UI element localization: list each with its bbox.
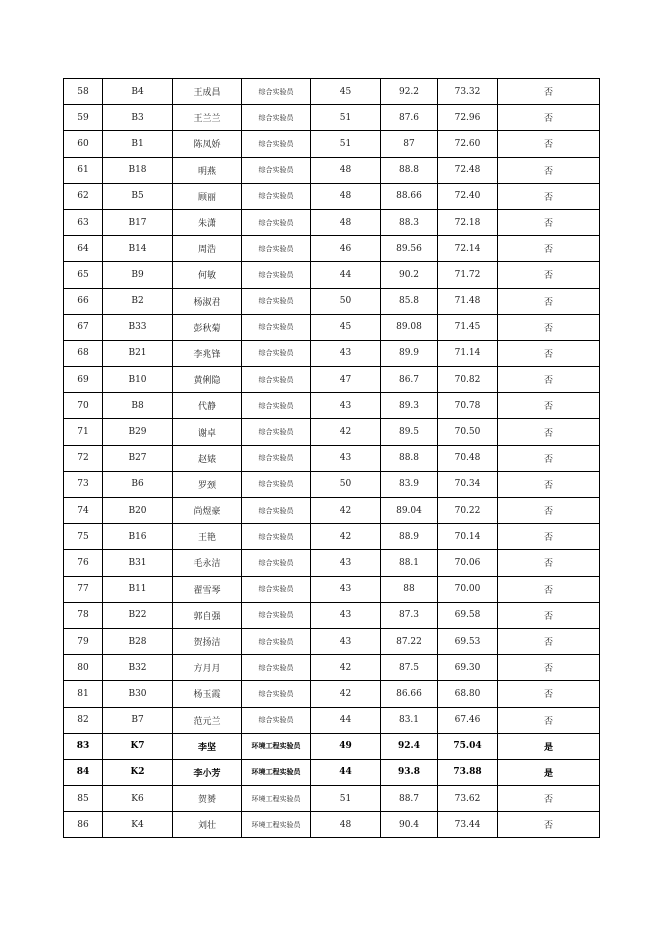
cell-rank: 70 [64, 393, 103, 419]
cell-score-1: 43 [311, 602, 381, 628]
cell-total-score: 70.00 [438, 576, 498, 602]
table-row [64, 524, 600, 550]
table-row [64, 367, 600, 393]
cell-exam-id: B27 [103, 445, 173, 471]
cell-selected: 否 [498, 707, 600, 733]
cell-total-score: 67.46 [438, 707, 498, 733]
cell-name: 黄俐隐 [173, 367, 242, 393]
table-row [64, 314, 600, 340]
cell-total-score: 72.60 [438, 131, 498, 157]
cell-position: 环境工程实验员 [242, 759, 311, 785]
cell-name: 李坚 [173, 733, 242, 759]
cell-total-score: 71.48 [438, 288, 498, 314]
table-row [64, 419, 600, 445]
cell-score-1: 48 [311, 209, 381, 235]
cell-selected: 否 [498, 812, 600, 838]
cell-exam-id: B7 [103, 707, 173, 733]
cell-selected: 否 [498, 786, 600, 812]
cell-score-1: 48 [311, 157, 381, 183]
cell-position: 综合实验员 [242, 79, 311, 105]
cell-score-2: 87.5 [381, 655, 438, 681]
cell-position: 综合实验员 [242, 681, 311, 707]
cell-selected: 否 [498, 157, 600, 183]
cell-position: 环境工程实验员 [242, 786, 311, 812]
cell-selected: 否 [498, 498, 600, 524]
cell-score-2: 89.08 [381, 314, 438, 340]
cell-position: 综合实验员 [242, 655, 311, 681]
cell-exam-id: B20 [103, 498, 173, 524]
cell-score-2: 86.66 [381, 681, 438, 707]
cell-selected: 否 [498, 262, 600, 288]
cell-total-score: 70.06 [438, 550, 498, 576]
cell-score-1: 42 [311, 498, 381, 524]
cell-name: 杨淑君 [173, 288, 242, 314]
cell-name: 范元兰 [173, 707, 242, 733]
cell-rank: 61 [64, 157, 103, 183]
cell-exam-id: B3 [103, 105, 173, 131]
cell-position: 综合实验员 [242, 105, 311, 131]
cell-exam-id: B1 [103, 131, 173, 157]
cell-score-2: 88.9 [381, 524, 438, 550]
cell-score-1: 43 [311, 576, 381, 602]
cell-total-score: 73.32 [438, 79, 498, 105]
cell-name: 贺赟 [173, 786, 242, 812]
cell-name: 罗颈 [173, 471, 242, 497]
cell-name: 刘壮 [173, 812, 242, 838]
cell-score-1: 43 [311, 445, 381, 471]
table-row [64, 393, 600, 419]
cell-score-2: 93.8 [381, 759, 438, 785]
cell-score-1: 49 [311, 733, 381, 759]
cell-rank: 62 [64, 183, 103, 209]
cell-exam-id: B8 [103, 393, 173, 419]
results-table [63, 78, 600, 838]
table-row [64, 79, 600, 105]
cell-total-score: 70.82 [438, 367, 498, 393]
table-row [64, 157, 600, 183]
table-row [64, 105, 600, 131]
cell-score-1: 51 [311, 105, 381, 131]
cell-rank: 58 [64, 79, 103, 105]
cell-exam-id: B16 [103, 524, 173, 550]
cell-name: 明燕 [173, 157, 242, 183]
cell-score-1: 44 [311, 262, 381, 288]
cell-exam-id: B14 [103, 236, 173, 262]
cell-score-2: 92.4 [381, 733, 438, 759]
table-row [64, 262, 600, 288]
cell-position: 综合实验员 [242, 524, 311, 550]
cell-name: 赵婊 [173, 445, 242, 471]
cell-name: 何敏 [173, 262, 242, 288]
cell-exam-id: B33 [103, 314, 173, 340]
cell-exam-id: B18 [103, 157, 173, 183]
cell-score-2: 89.56 [381, 236, 438, 262]
cell-exam-id: B28 [103, 628, 173, 654]
cell-score-1: 46 [311, 236, 381, 262]
cell-selected: 否 [498, 550, 600, 576]
cell-score-2: 86.7 [381, 367, 438, 393]
cell-selected: 否 [498, 655, 600, 681]
cell-name: 谢卓 [173, 419, 242, 445]
cell-score-1: 43 [311, 628, 381, 654]
cell-exam-id: B10 [103, 367, 173, 393]
cell-name: 朱潇 [173, 209, 242, 235]
cell-score-1: 42 [311, 655, 381, 681]
cell-total-score: 73.88 [438, 759, 498, 785]
cell-score-2: 92.2 [381, 79, 438, 105]
cell-selected: 否 [498, 524, 600, 550]
cell-position: 综合实验员 [242, 131, 311, 157]
cell-score-2: 88.66 [381, 183, 438, 209]
cell-position: 综合实验员 [242, 236, 311, 262]
table-row [64, 183, 600, 209]
cell-selected: 否 [498, 340, 600, 366]
cell-position: 综合实验员 [242, 628, 311, 654]
cell-total-score: 72.40 [438, 183, 498, 209]
cell-position: 综合实验员 [242, 498, 311, 524]
cell-score-2: 88.3 [381, 209, 438, 235]
cell-rank: 64 [64, 236, 103, 262]
cell-name: 王成昌 [173, 79, 242, 105]
cell-score-1: 47 [311, 367, 381, 393]
cell-position: 综合实验员 [242, 367, 311, 393]
cell-rank: 79 [64, 628, 103, 654]
cell-exam-id: B29 [103, 419, 173, 445]
cell-exam-id: B31 [103, 550, 173, 576]
cell-exam-id: K4 [103, 812, 173, 838]
cell-exam-id: K7 [103, 733, 173, 759]
cell-name: 代静 [173, 393, 242, 419]
cell-score-1: 50 [311, 471, 381, 497]
cell-name: 方月月 [173, 655, 242, 681]
table-row [64, 340, 600, 366]
cell-score-2: 88.1 [381, 550, 438, 576]
cell-rank: 75 [64, 524, 103, 550]
cell-score-1: 45 [311, 79, 381, 105]
table-row [64, 498, 600, 524]
cell-rank: 73 [64, 471, 103, 497]
cell-total-score: 72.96 [438, 105, 498, 131]
cell-position: 综合实验员 [242, 157, 311, 183]
cell-name: 顾丽 [173, 183, 242, 209]
cell-total-score: 72.14 [438, 236, 498, 262]
cell-name: 毛永洁 [173, 550, 242, 576]
table-row [64, 759, 600, 785]
cell-score-2: 87.22 [381, 628, 438, 654]
table-row [64, 445, 600, 471]
cell-total-score: 69.58 [438, 602, 498, 628]
table-row [64, 602, 600, 628]
cell-name: 郭自强 [173, 602, 242, 628]
cell-position: 环境工程实验员 [242, 733, 311, 759]
cell-selected: 否 [498, 367, 600, 393]
cell-selected: 否 [498, 79, 600, 105]
cell-total-score: 68.80 [438, 681, 498, 707]
cell-rank: 66 [64, 288, 103, 314]
cell-name: 尚煜豪 [173, 498, 242, 524]
cell-position: 综合实验员 [242, 550, 311, 576]
cell-name: 王艳 [173, 524, 242, 550]
cell-selected: 是 [498, 733, 600, 759]
cell-exam-id: B2 [103, 288, 173, 314]
cell-total-score: 72.48 [438, 157, 498, 183]
cell-score-1: 44 [311, 759, 381, 785]
cell-position: 综合实验员 [242, 707, 311, 733]
cell-total-score: 73.44 [438, 812, 498, 838]
cell-name: 贺扬洁 [173, 628, 242, 654]
cell-rank: 76 [64, 550, 103, 576]
cell-total-score: 71.72 [438, 262, 498, 288]
cell-selected: 否 [498, 602, 600, 628]
cell-score-2: 89.04 [381, 498, 438, 524]
cell-name: 翟雪琴 [173, 576, 242, 602]
cell-rank: 81 [64, 681, 103, 707]
cell-score-2: 88.7 [381, 786, 438, 812]
cell-score-1: 50 [311, 288, 381, 314]
cell-name: 杨玉霞 [173, 681, 242, 707]
cell-position: 综合实验员 [242, 576, 311, 602]
cell-position: 综合实验员 [242, 183, 311, 209]
cell-rank: 84 [64, 759, 103, 785]
cell-rank: 67 [64, 314, 103, 340]
cell-total-score: 73.62 [438, 786, 498, 812]
cell-rank: 59 [64, 105, 103, 131]
table-row [64, 576, 600, 602]
table-row [64, 550, 600, 576]
table-row [64, 812, 600, 838]
cell-total-score: 75.04 [438, 733, 498, 759]
table-row [64, 209, 600, 235]
cell-rank: 86 [64, 812, 103, 838]
cell-score-2: 83.1 [381, 707, 438, 733]
cell-rank: 68 [64, 340, 103, 366]
cell-name: 王兰兰 [173, 105, 242, 131]
cell-name: 李小芳 [173, 759, 242, 785]
table-row [64, 471, 600, 497]
cell-score-1: 43 [311, 550, 381, 576]
cell-total-score: 70.22 [438, 498, 498, 524]
cell-score-2: 87.6 [381, 105, 438, 131]
cell-exam-id: B30 [103, 681, 173, 707]
table-row [64, 707, 600, 733]
cell-rank: 77 [64, 576, 103, 602]
cell-score-1: 48 [311, 183, 381, 209]
cell-total-score: 71.45 [438, 314, 498, 340]
cell-exam-id: B22 [103, 602, 173, 628]
cell-total-score: 70.50 [438, 419, 498, 445]
cell-score-1: 43 [311, 340, 381, 366]
cell-score-2: 89.3 [381, 393, 438, 419]
cell-score-2: 88 [381, 576, 438, 602]
cell-position: 综合实验员 [242, 340, 311, 366]
table-row [64, 681, 600, 707]
cell-selected: 否 [498, 105, 600, 131]
cell-position: 综合实验员 [242, 262, 311, 288]
cell-position: 综合实验员 [242, 288, 311, 314]
cell-score-1: 51 [311, 786, 381, 812]
cell-selected: 否 [498, 445, 600, 471]
cell-score-2: 89.9 [381, 340, 438, 366]
cell-position: 综合实验员 [242, 602, 311, 628]
cell-position: 综合实验员 [242, 445, 311, 471]
cell-selected: 否 [498, 314, 600, 340]
cell-exam-id: B4 [103, 79, 173, 105]
cell-rank: 71 [64, 419, 103, 445]
cell-selected: 否 [498, 183, 600, 209]
cell-total-score: 69.53 [438, 628, 498, 654]
cell-score-1: 42 [311, 524, 381, 550]
cell-score-1: 44 [311, 707, 381, 733]
cell-rank: 72 [64, 445, 103, 471]
cell-total-score: 70.14 [438, 524, 498, 550]
cell-selected: 否 [498, 131, 600, 157]
cell-score-2: 88.8 [381, 445, 438, 471]
cell-rank: 63 [64, 209, 103, 235]
cell-selected: 否 [498, 628, 600, 654]
table-row [64, 131, 600, 157]
cell-rank: 60 [64, 131, 103, 157]
cell-position: 综合实验员 [242, 471, 311, 497]
cell-score-1: 51 [311, 131, 381, 157]
cell-score-2: 87.3 [381, 602, 438, 628]
cell-exam-id: B9 [103, 262, 173, 288]
cell-rank: 82 [64, 707, 103, 733]
table-row [64, 628, 600, 654]
cell-total-score: 70.78 [438, 393, 498, 419]
cell-rank: 69 [64, 367, 103, 393]
cell-selected: 否 [498, 236, 600, 262]
cell-score-1: 42 [311, 681, 381, 707]
cell-selected: 否 [498, 576, 600, 602]
table-row [64, 288, 600, 314]
cell-score-1: 42 [311, 419, 381, 445]
cell-rank: 83 [64, 733, 103, 759]
cell-exam-id: B17 [103, 209, 173, 235]
cell-score-2: 87 [381, 131, 438, 157]
cell-selected: 否 [498, 393, 600, 419]
cell-score-2: 85.8 [381, 288, 438, 314]
cell-rank: 80 [64, 655, 103, 681]
cell-rank: 65 [64, 262, 103, 288]
cell-selected: 否 [498, 681, 600, 707]
cell-exam-id: B5 [103, 183, 173, 209]
cell-total-score: 70.48 [438, 445, 498, 471]
cell-name: 陈凤娇 [173, 131, 242, 157]
cell-score-2: 83.9 [381, 471, 438, 497]
cell-rank: 74 [64, 498, 103, 524]
cell-total-score: 69.30 [438, 655, 498, 681]
table-row [64, 236, 600, 262]
cell-selected: 否 [498, 471, 600, 497]
cell-name: 李兆锋 [173, 340, 242, 366]
cell-name: 彭秋菊 [173, 314, 242, 340]
cell-score-2: 88.8 [381, 157, 438, 183]
cell-score-2: 89.5 [381, 419, 438, 445]
cell-score-2: 90.2 [381, 262, 438, 288]
cell-selected: 否 [498, 288, 600, 314]
cell-exam-id: B21 [103, 340, 173, 366]
cell-position: 综合实验员 [242, 419, 311, 445]
cell-total-score: 71.14 [438, 340, 498, 366]
cell-exam-id: B32 [103, 655, 173, 681]
cell-total-score: 72.18 [438, 209, 498, 235]
cell-exam-id: K6 [103, 786, 173, 812]
cell-rank: 85 [64, 786, 103, 812]
cell-selected: 否 [498, 209, 600, 235]
table-row [64, 655, 600, 681]
cell-total-score: 70.34 [438, 471, 498, 497]
cell-selected: 是 [498, 759, 600, 785]
table-row [64, 786, 600, 812]
cell-name: 周浩 [173, 236, 242, 262]
cell-rank: 78 [64, 602, 103, 628]
cell-position: 综合实验员 [242, 393, 311, 419]
cell-score-1: 48 [311, 812, 381, 838]
table-row [64, 733, 600, 759]
cell-exam-id: B11 [103, 576, 173, 602]
cell-selected: 否 [498, 419, 600, 445]
cell-position: 综合实验员 [242, 209, 311, 235]
cell-score-1: 43 [311, 393, 381, 419]
cell-exam-id: B6 [103, 471, 173, 497]
cell-score-1: 45 [311, 314, 381, 340]
cell-position: 环境工程实验员 [242, 812, 311, 838]
cell-exam-id: K2 [103, 759, 173, 785]
cell-score-2: 90.4 [381, 812, 438, 838]
cell-position: 综合实验员 [242, 314, 311, 340]
